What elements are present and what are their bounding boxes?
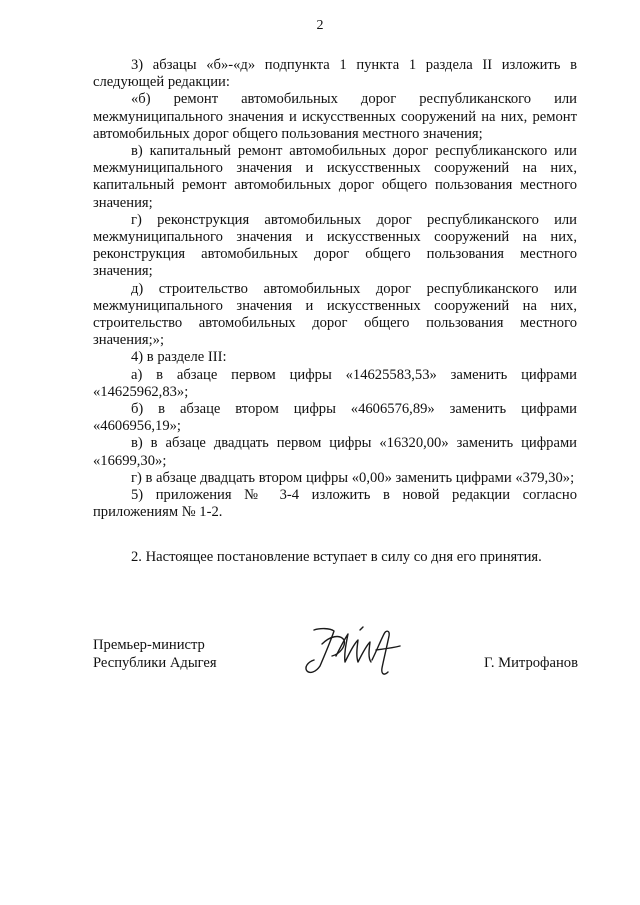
- paragraph-clause-4a: а) в абзаце первом цифры «14625583,53» заменить цифрами «14625962,83»;: [93, 366, 577, 400]
- paragraph-clause-5: 5) приложения № 3-4 изложить в новой редакции согласно приложениям № 1-2.: [93, 487, 577, 521]
- paragraph-clause-4: 4) в разделе III:: [131, 349, 227, 366]
- paragraph-clause-4v: в) в абзаце двадцать первом цифры «16320,00» заменить цифрами «16699,30»;: [93, 435, 577, 469]
- paragraph-clause-4b: б) в абзаце втором цифры «4606576,89» заменить цифрами «4606956,19»;: [93, 401, 577, 435]
- signatory-title-line2: Республики Адыгея: [93, 655, 217, 671]
- signatory-title-line1: Премьер-министр: [93, 637, 205, 653]
- page-number: 2: [316, 18, 324, 33]
- paragraph-item-v: в) капитальный ремонт автомобильных дорог республиканского или межмуниципального значения и искусственных сооружений на них, капитальный ремонт автомобильных дорог общего пользования местного значения;: [93, 143, 577, 211]
- document-body: [93, 57, 577, 521]
- final-clause: 2. Настоящее постановление вступает в силу со дня его принятия.: [131, 549, 542, 565]
- paragraph-item-g: г) реконструкция автомобильных дорог республиканского или межмуниципального значения и искусственных сооружений на них, реконструкция автомобильных дорог общего пользования местного значения;: [93, 211, 577, 280]
- signatory-name: Г. Митрофанов: [484, 655, 578, 671]
- handwritten-signature: [300, 622, 410, 682]
- paragraph-item-d: д) строительство автомобильных дорог республиканского или межмуниципального значения и искусственных сооружений на них, строительство автомобильных дорог общего пользования местного значения;»;: [93, 280, 577, 349]
- paragraph-item-b: «б) ремонт автомобильных дорог республиканского или межмуниципального значения и искусственных сооружений на них, ремонт автомобильных дорог общего пользования местного значения;: [93, 91, 577, 142]
- paragraph-clause-4g: г) в абзаце двадцать втором цифры «0,00» заменить цифрами «379,30»;: [131, 469, 575, 486]
- paragraph-clause-3: 3) абзацы «б»-«д» подпункта 1 пункта 1 раздела II изложить в следующей редакции:: [93, 57, 577, 91]
- signatory-title: [93, 636, 217, 672]
